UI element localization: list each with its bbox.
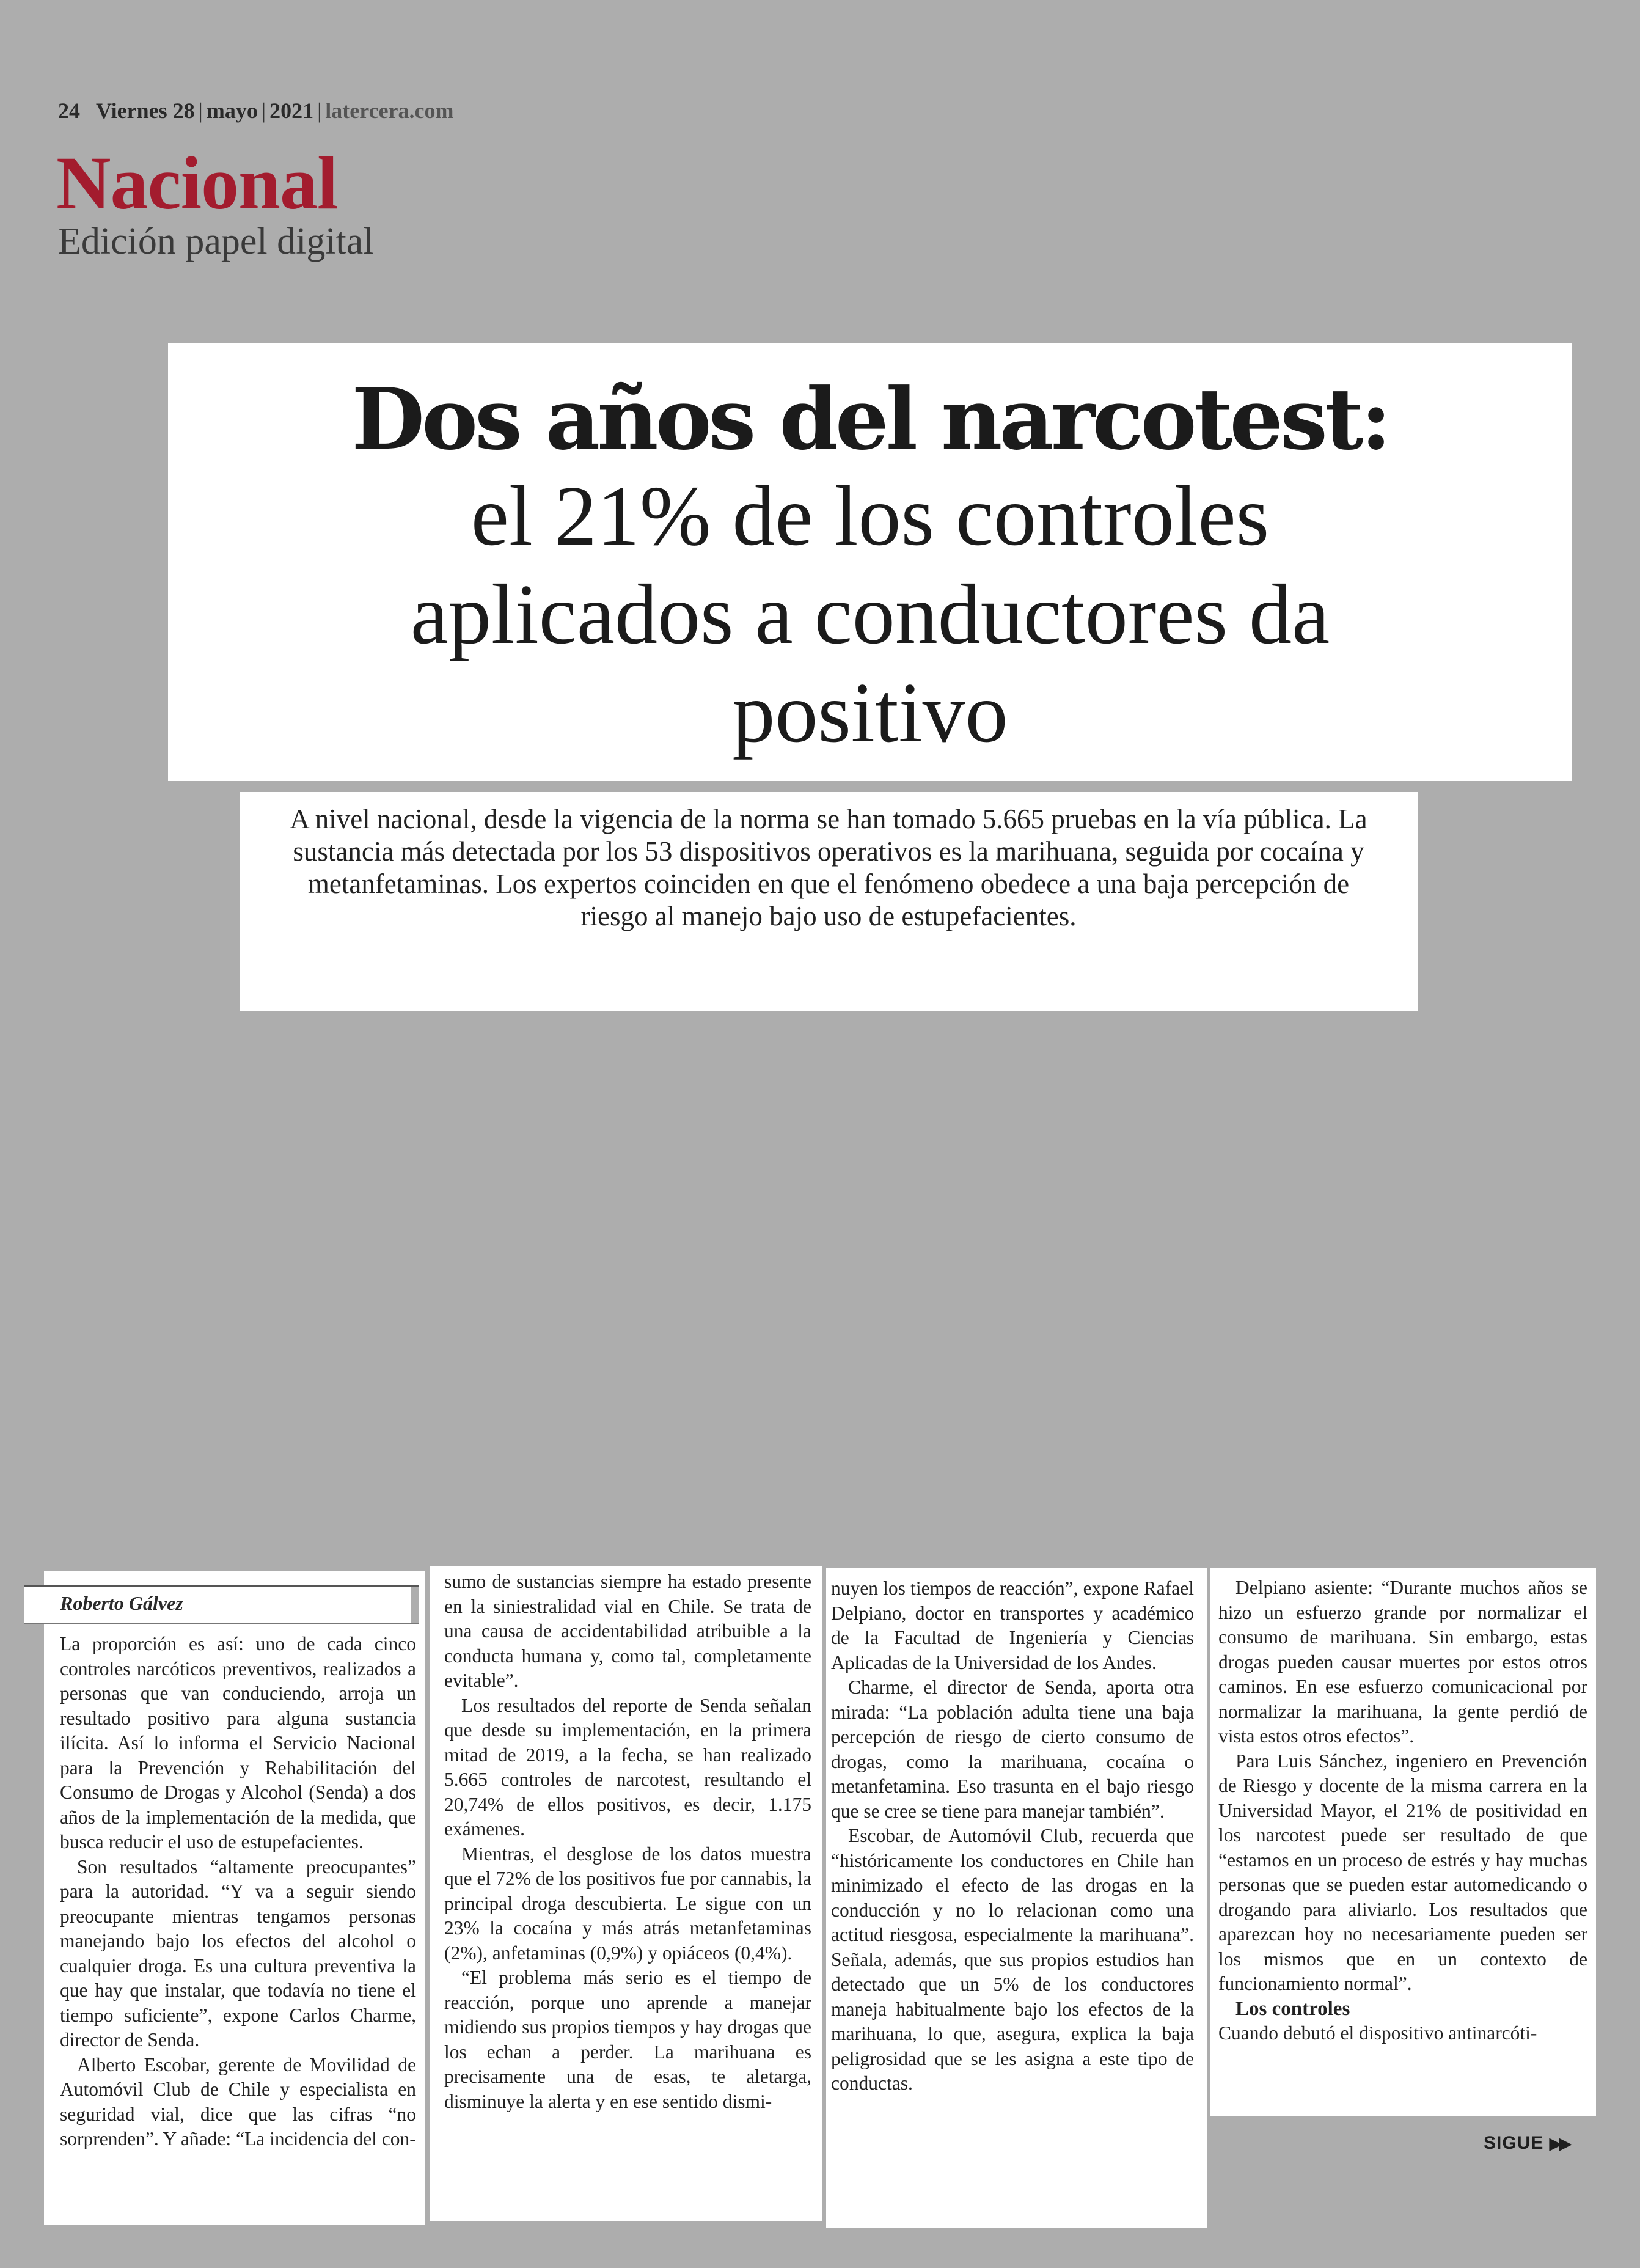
paragraph: Los resultados del reporte de Senda señalan que desde su implementación, en la primera mitad de 2019, a la fecha, se han realizado 5.665 controles de narcotest, resultando el 20,74% de ellos positivos, es decir, 1.175 exámenes. (444, 1694, 811, 1840)
byline-rule (411, 1587, 419, 1623)
folio-month: mayo (206, 98, 258, 123)
double-arrow-icon: ▶▶ (1549, 2134, 1569, 2152)
headline-light (168, 467, 1572, 762)
paragraph: Charme, el director de Senda, aporta otra mirada: “La población adulta tiene una baja percepción de riesgo de cierto consumo de drogas, como la marihuana, cocaína o metanfetamina. Eso trasunta en el bajo riesgo que se cree se tiene para manejar también”. (831, 1676, 1194, 1822)
paragraph: Para Luis Sánchez, ingeniero en Prevención de Riesgo y docente de la misma carrera en la Universidad Mayor, el 21% de positividad en los narcotest puede ser resultado de que “estamos en un proceso de estrés y hay muchas personas que se pueden estar automedicando o drogando para aliviarlo. Los resultados que aparezcan hoy no necesariamente pueden ser los mismos que en un contexto de funcionamiento normal”. (1218, 1750, 1587, 1994)
section-title: Nacional (56, 141, 338, 225)
paragraph: Mientras, el desglose de los datos muestra que el 72% de los positivos fue por cannabis, la principal droga descubierta. Le sigue con un 23% la cocaína y más atrás metanfetaminas (2%), anfetaminas (0,9%) y opiáceos (0,4%). (444, 1843, 811, 1964)
continue-label: SIGUE (1484, 2133, 1544, 2153)
deck-text: A nivel nacional, desde la vigencia de la norma se han tomado 5.665 pruebas en la vía pública. La sustancia más detectada por los 53 dispositivos operativos es la marihuana, seguida por cocaína y metanfetaminas. Los expertos coinciden en que el fenómeno obedece a una baja percepción de riesgo al manejo bajo uso de estupefacientes. (290, 804, 1367, 931)
folio-separator: | (198, 98, 203, 123)
column-text (831, 1576, 1194, 2096)
column-text (444, 1569, 811, 2114)
subheading: Los controles (1235, 1997, 1350, 2020)
paragraph: nuyen los tiempos de reacción”, expone Rafael Delpiano, doctor en transportes y académico de la Facultad de Ingeniería y Ciencias Aplicadas de la Universidad de los Andes. (831, 1577, 1194, 1673)
article-column-3 (826, 1568, 1207, 2228)
folio-day: Viernes 28 (96, 98, 195, 123)
byline: Roberto Gálvez (60, 1592, 183, 1614)
article-column-4 (1210, 1568, 1596, 2116)
folio-site[interactable]: latercera.com (325, 98, 454, 123)
paragraph: sumo de sustancias siempre ha estado presente en la siniestralidad vial en Chile. Se trata de una causa de accidentabilidad atribuible a la conducta humana y, como tal, completamente evitable”. (444, 1571, 811, 1691)
deck-box (240, 792, 1418, 1011)
folio (58, 98, 454, 123)
folio-separator: | (261, 98, 266, 123)
headline-line: el 21% de los controles (470, 469, 1270, 563)
column-text (1218, 1576, 1587, 2046)
continue-link[interactable] (1484, 2133, 1569, 2154)
article-column-1 (44, 1571, 425, 2225)
headline-line: positivo (732, 666, 1008, 760)
section-subtitle: Edición papel digital (58, 221, 374, 262)
folio-year: 2021 (269, 98, 314, 123)
paragraph: Son resultados “altamente preocupantes” para la autoridad. “Y va a seguir siendo preocupante mientras tengamos personas manejando bajo los efectos del alcohol o cualquier droga. Es una cultura preventiva la que hay que instalar, que todavía no tiene el tiempo suficiente”, expone Carlos Charme, director de Senda. (60, 1855, 416, 2050)
paragraph: Delpiano asiente: “Durante muchos años se hizo un esfuerzo grande por normalizar el consumo de marihuana. Sin embargo, estas drogas pueden causar muertes por estos otros caminos. En ese esfuerzo comunicacional por normalizar la marihuana, la gente perdió de vista estos otros efectos”. (1218, 1577, 1587, 1747)
paragraph: Cuando debutó el dispositivo antinarcóti- (1218, 2022, 1537, 2044)
headline-box (168, 343, 1572, 781)
column-text (60, 1632, 416, 2152)
headline-bold: Dos años del narcotest: (351, 369, 1389, 469)
page-number: 24 (58, 98, 80, 123)
paragraph: Alberto Escobar, gerente de Movilidad de Automóvil Club de Chile y especialista en seguridad vial, dice que las cifras “no sorprenden”. Y añade: “La incidencia del con- (60, 2053, 416, 2149)
article-column-2 (430, 1566, 822, 2221)
folio-separator: | (317, 98, 322, 123)
byline-bar (24, 1585, 419, 1624)
paragraph: Escobar, de Automóvil Club, recuerda que “históricamente los conductores en Chile han minimizado el efecto de las drogas en la conducción y no lo relacionan como una actitud riesgosa, especialmente la marihuana”. Señala, además, que sus propios estudios han detectado que un 5% de los conductores maneja habitualmente bajo los efectos de la marihuana, lo que, asegura, explica la baja peligrosidad que se les asigna a este tipo de conductas. (831, 1825, 1194, 2094)
paragraph: “El problema más serio es el tiempo de reacción, porque uno aprende a manejar midiendo sus propios tiempos y hay drogas que los echan a perder. La marihuana es precisamente una de esas, te aletarga, disminuye la alerta y en ese sentido dismi- (444, 1967, 811, 2112)
headline-line: aplicados a conductores da (410, 567, 1330, 662)
paragraph: La proporción es así: uno de cada cinco controles narcóticos preventivos, realizados a personas que van conduciendo, arroja un resultado positivo para alguna sustancia ilícita. Así lo informa el Servicio Nacional para la Prevención y Rehabilitación del Consumo de Drogas y Alcohol (Senda) a dos años de la implementación de la medida, que busca reducir el uso de estupefacientes. (60, 1633, 416, 1852)
